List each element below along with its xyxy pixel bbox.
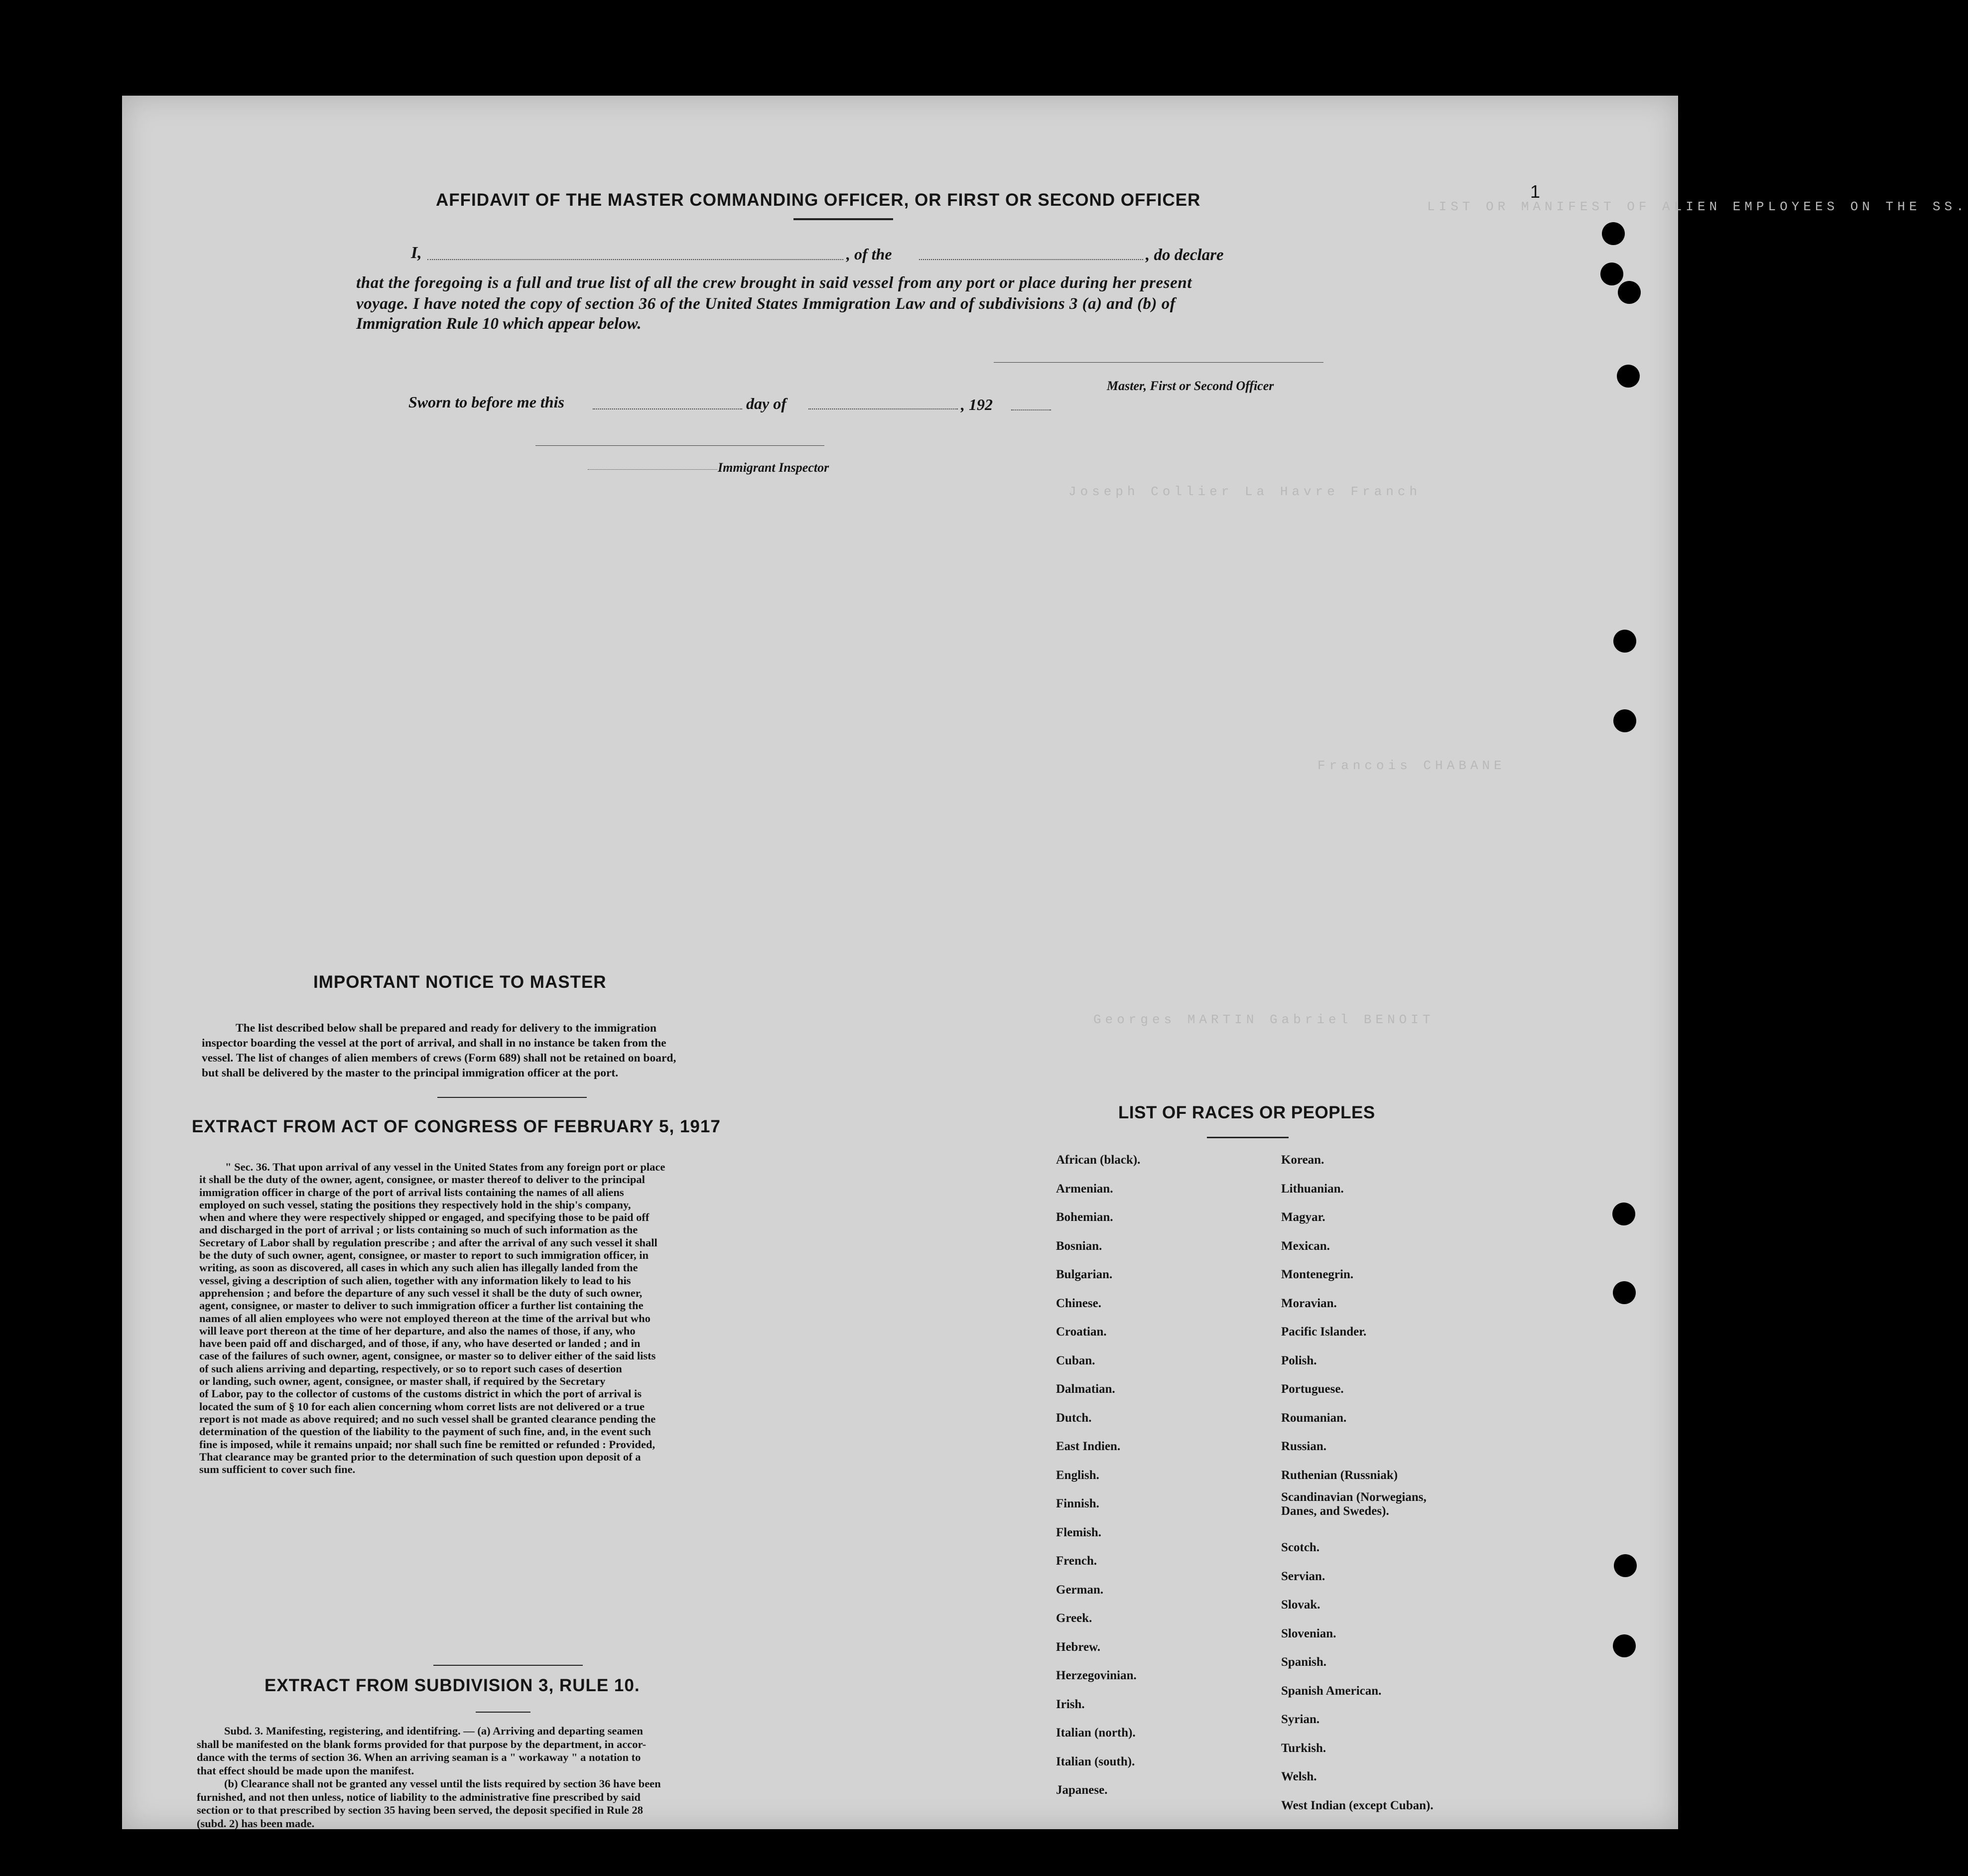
race-item: Magyar.: [1281, 1210, 1325, 1224]
race-item: African (black).: [1056, 1153, 1141, 1167]
punch-hole: [1617, 365, 1640, 388]
race-item: Montenegrin.: [1281, 1268, 1354, 1281]
race-item: Dalmatian.: [1056, 1382, 1115, 1396]
section-rule: [433, 1665, 583, 1666]
race-item: Portuguese.: [1281, 1382, 1344, 1396]
race-item: Scotch.: [1281, 1541, 1320, 1554]
race-item: Turkish.: [1281, 1741, 1326, 1755]
race-item: Croatian.: [1056, 1325, 1107, 1339]
inspector-label: Immigrant Inspector: [718, 460, 829, 475]
name-field-line[interactable]: [427, 259, 843, 260]
race-item: Flemish.: [1056, 1525, 1101, 1539]
race-item: Bulgarian.: [1056, 1268, 1113, 1281]
act-line: and discharged in the port of arrival ; or lists containing so much of such information as the: [199, 1223, 638, 1236]
act-line: apprehension ; and before the departure of any such vessel it shall be the duty of such owner,: [199, 1286, 643, 1299]
act-line: case of the failures of such owner, agent, consignee, or master so to deliver either of the said lists: [199, 1349, 656, 1362]
heading-rule: [1207, 1137, 1289, 1138]
document-page: [122, 96, 1968, 1830]
race-item: Japanese.: [1056, 1783, 1108, 1797]
race-item: Italian (north).: [1056, 1726, 1136, 1740]
race-item: Bohemian.: [1056, 1210, 1113, 1224]
race-item: Bosnian.: [1056, 1239, 1102, 1253]
master-signature-label: Master, First or Second Officer: [1107, 379, 1274, 393]
race-item: East Indien.: [1056, 1440, 1121, 1453]
race-item: Roumanian.: [1281, 1411, 1347, 1425]
race-item: Chinese.: [1056, 1296, 1101, 1310]
rule-paragraph: [197, 1725, 770, 1830]
act-heading: EXTRACT FROM ACT OF CONGRESS OF FEBRUARY 5, 1917: [192, 1117, 721, 1136]
punch-hole: [1613, 630, 1636, 653]
act-line: fine is imposed, while it remains unpaid; nor shall such fine be remitted or refunded : Provided,: [199, 1438, 656, 1451]
act-line: sum sufficient to cover such fine.: [199, 1463, 356, 1476]
race-item: German.: [1056, 1583, 1104, 1597]
race-item: Servian.: [1281, 1569, 1325, 1583]
race-item: Cuban.: [1056, 1353, 1095, 1367]
notice-heading: IMPORTANT NOTICE TO MASTER: [313, 972, 607, 992]
affidavit-i-label: I,: [411, 244, 422, 262]
bleed-through-row: Georges MARTIN Gabriel BENOIT: [1093, 1012, 1435, 1027]
sworn-year-field-line[interactable]: [1011, 409, 1051, 410]
punch-hole: [1612, 1203, 1635, 1225]
race-item: Hebrew.: [1056, 1640, 1101, 1654]
act-line: located the sum of § 10 for each alien concerning whom corret lists are not delivered or a true: [199, 1400, 645, 1413]
rule-line: (subd. 2) has been made.: [197, 1817, 315, 1830]
race-item: Ruthenian (Russniak): [1281, 1468, 1398, 1482]
vessel-field-line[interactable]: [919, 259, 1143, 260]
rule-heading: EXTRACT FROM SUBDIVISION 3, RULE 10.: [264, 1676, 640, 1695]
affidavit-body-line-1: that the foregoing is a full and true list of all the crew brought in said vessel from any port or place during her present: [356, 274, 1192, 292]
act-line: of such aliens arriving and departing, respectively, or so to report such cases of desertion: [199, 1362, 622, 1375]
punch-hole: [1613, 1281, 1636, 1304]
rule-line: furnished, and not then unless, notice of liability to the administrative fine prescribed by said: [197, 1790, 641, 1803]
act-line: determination of the question of the liability to the payment of such fine, and, in the event such: [199, 1425, 651, 1438]
heading-rule: [793, 218, 893, 220]
race-item: Slovenian.: [1281, 1626, 1336, 1640]
notice-line: but shall be delivered by the master to the principal immigration officer at the port.: [202, 1067, 619, 1079]
notice-paragraph: [202, 1021, 770, 1080]
punch-hole: [1600, 263, 1623, 285]
inspector-signature-line[interactable]: [535, 445, 824, 446]
act-line: it shall be the duty of the owner, agent, consignee, or master thereof to deliver to the principal: [199, 1173, 645, 1186]
race-item: Spanish American.: [1281, 1684, 1382, 1698]
day-of-label: day of: [746, 395, 787, 412]
punch-hole: [1602, 222, 1625, 245]
race-item: Polish.: [1281, 1353, 1317, 1367]
affidavit-body-line-3: Immigration Rule 10 which appear below.: [356, 315, 642, 333]
race-item: Armenian.: [1056, 1182, 1113, 1196]
act-line: be the duty of such owner, agent, consignee, or master to report to such immigration officer, in: [199, 1249, 649, 1262]
affidavit-body-line-2: voyage. I have noted the copy of section 36 of the United States Immigration Law and of subdivisions 3 (a) and (b) of: [356, 295, 1176, 313]
race-item: Slovak.: [1281, 1598, 1320, 1611]
race-item: Greek.: [1056, 1611, 1092, 1625]
act-line: employed on such vessel, stating the positions they respectively hold in the ship's company,: [199, 1198, 631, 1211]
act-line: or landing, such owner, agent, consignee, or master shall, if required by the Secretary: [199, 1375, 606, 1388]
race-item: Finnish.: [1056, 1497, 1099, 1510]
race-item: Pacific Islander.: [1281, 1325, 1367, 1339]
notice-line: inspector boarding the vessel at the port of arrival, and shall in no instance be taken from the: [202, 1037, 666, 1050]
act-line: have been paid off and discharged, and of those, if any, who have deserted or landed ; and in: [199, 1337, 641, 1350]
bleed-through-row: Joseph Collier La Havre Franch: [1068, 484, 1422, 499]
inspector-prefix-line: [588, 469, 717, 470]
page-number-mark: 1: [1530, 181, 1541, 202]
year-label: , 192: [961, 396, 993, 413]
race-item: Moravian.: [1281, 1296, 1337, 1310]
act-line: immigration officer in charge of the port of arrival lists containing the names of all aliens: [199, 1186, 624, 1199]
races-heading: LIST OF RACES OR PEOPLES: [1118, 1103, 1375, 1122]
rule-line: shall be manifested on the blank forms provided for that purpose by the department, in accor-: [197, 1738, 647, 1750]
punch-hole: [1614, 1554, 1637, 1577]
rule-line: (b) Clearance shall not be granted any vessel until the lists required by section 36 have been: [224, 1777, 661, 1790]
act-line: That clearance may be granted prior to the determination of such question upon deposit of a: [199, 1450, 641, 1463]
bleed-through-row: Francois CHABANE: [1317, 758, 1506, 773]
affidavit-heading: AFFIDAVIT OF THE MASTER COMMANDING OFFICER, OR FIRST OR SECOND OFFICER: [436, 190, 1201, 210]
section-rule: [437, 1097, 587, 1098]
race-item: Scandinavian (Norwegians, Danes, and Swedes).: [1281, 1490, 1427, 1518]
race-item: Lithuanian.: [1281, 1182, 1344, 1196]
race-item: Irish.: [1056, 1697, 1085, 1711]
sworn-day-field-line[interactable]: [593, 408, 742, 409]
punch-hole: [1618, 281, 1641, 304]
rule-line: section or to that prescribed by section 35 having been served, the deposit specified in Rule 28: [197, 1804, 644, 1816]
bleed-through-header: LIST OR MANIFEST OF ALIEN EMPLOYEES ON THE SS.: [1427, 199, 1968, 214]
act-line: will leave port thereon at the time of her departure, and also the names of those, if any, who: [199, 1324, 636, 1337]
affidavit-of-the-label: , of the: [846, 245, 892, 263]
act-line: " Sec. 36. That upon arrival of any vessel in the United States from any foreign port or place: [225, 1161, 665, 1173]
rule-line: dance with the terms of section 36. When an arriving seaman is a " workaway " a notation to: [197, 1751, 641, 1763]
race-item: French.: [1056, 1554, 1097, 1568]
race-item: West Indian (except Cuban).: [1281, 1798, 1434, 1812]
act-line: writing, as soon as discovered, all cases in which any such alien has illegally landed from the: [199, 1261, 638, 1274]
race-item: Russian.: [1281, 1440, 1327, 1453]
sworn-month-field-line[interactable]: [808, 408, 958, 409]
sworn-label: Sworn to before me this: [408, 393, 564, 411]
act-line: Secretary of Labor shall by regulation prescribe ; and after the arrival of any such vessel it shall: [199, 1236, 657, 1249]
act-line: report is not made as above required; and no such vessel shall be granted clearance pending the: [199, 1412, 656, 1425]
act-line: when and where they were respectively shipped or engaged, and specifying those to be paid off: [199, 1211, 650, 1224]
race-item: Italian (south).: [1056, 1754, 1135, 1768]
races-left-column: [1056, 1146, 1140, 1805]
act-line: agent, consignee, or master to deliver to such immigration officer a further list containing the: [199, 1299, 644, 1312]
notice-line: The list described below shall be prepared and ready for delivery to the immigration: [236, 1022, 656, 1035]
act-line: names of all alien employees who were not employed thereon at the time of the arrival but who: [199, 1312, 651, 1325]
notice-line: vessel. The list of changes of alien members of crews (Form 689) shall not be retained on board,: [202, 1052, 676, 1065]
race-item: Herzegovinian.: [1056, 1669, 1137, 1682]
races-right-column: [1281, 1146, 1434, 1820]
master-signature-line[interactable]: [994, 362, 1323, 363]
punch-hole: [1613, 709, 1636, 732]
race-item: Mexican.: [1281, 1239, 1330, 1253]
race-item: Welsh.: [1281, 1770, 1317, 1783]
heading-rule: [476, 1712, 530, 1713]
race-item: Spanish.: [1281, 1655, 1327, 1669]
act-line: of Labor, pay to the collector of customs of the customs district in which the port of arrival is: [199, 1387, 642, 1400]
race-item: Dutch.: [1056, 1411, 1092, 1425]
act-line: vessel, giving a description of such alien, together with any information likely to lead to his: [199, 1274, 631, 1287]
punch-hole: [1613, 1634, 1636, 1657]
affidavit-declare-label: , do declare: [1146, 246, 1224, 264]
act-paragraph: [199, 1161, 770, 1475]
rule-line: Subd. 3. Manifesting, registering, and identifring. — (a) Arriving and departing seamen: [224, 1725, 643, 1737]
race-item: Syrian.: [1281, 1713, 1320, 1726]
race-item: English.: [1056, 1468, 1099, 1482]
rule-line: that effect should be made upon the manifest.: [197, 1764, 414, 1777]
race-item: Korean.: [1281, 1153, 1324, 1167]
